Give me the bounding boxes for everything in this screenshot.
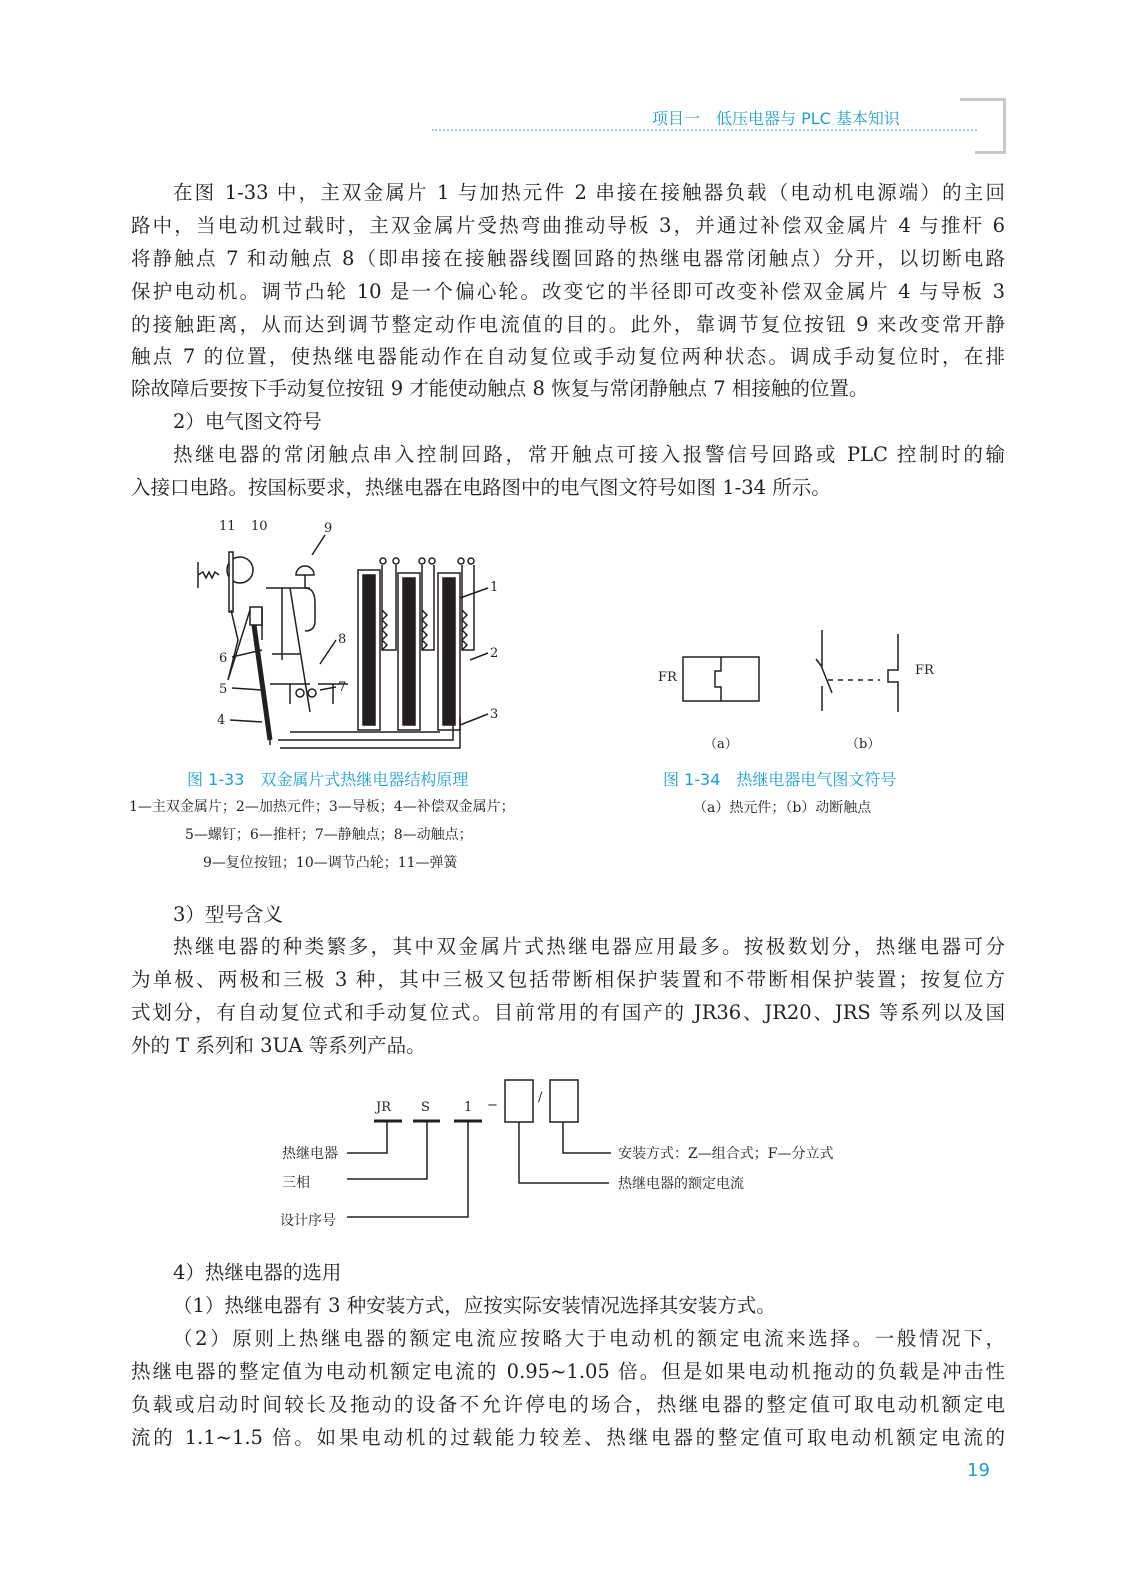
figure-caption-1-33: 图 1-33 双金属片式热继电器结构原理 (187, 770, 469, 789)
part-label: 7 (338, 680, 347, 695)
sec4-line: 流的 1.1~1.5 倍。如果电动机的过载能力较差、热继电器的整定值可取电动机额定电流的 (131, 1426, 1005, 1449)
model-label: 三相 (282, 1175, 310, 1191)
sec4-line: （2）原则上热继电器的额定电流应按略大于电动机的额定电流来选择。一般情况下， (173, 1327, 1005, 1350)
part-label: 3 (490, 707, 499, 722)
part-label: 2 (490, 646, 499, 661)
section-heading: 4）热继电器的选用 (173, 1261, 342, 1284)
section-heading: 3）型号含义 (173, 903, 283, 926)
nc-contact-symbol (816, 630, 898, 712)
model-label: 热继电器 (282, 1146, 338, 1162)
sec2-line: 入接口电路。按国标要求，热继电器在电路图中的电气图文符号如图 1-34 所示。 (131, 476, 831, 499)
part-label: 5 (219, 682, 228, 697)
model-label: 安装方式：Z—组合式；F—分立式 (618, 1146, 834, 1162)
sec4-line: 热继电器的整定值为电动机额定电流的 0.95~1.05 倍。但是如果电动机拖动的负载是冲击性 (131, 1360, 1005, 1383)
fr-label-b: FR (915, 663, 934, 678)
model-jr: JR (376, 1100, 391, 1115)
page-number: 19 (967, 1460, 990, 1481)
para1-line: 在图 1-33 中，主双金属片 1 与加热元件 2 串接在接触器负载（电动机电源端）的主回 (173, 181, 1005, 204)
para1-line: 除故障后要按下手动复位按钮 9 才能使动触点 8 恢复与常闭静触点 7 相接触的位置。 (131, 377, 869, 400)
para1-line: 的接触距离，从而达到调节整定动作电流值的目的。此外，靠调节复位按钮 9 来改变常开静 (131, 313, 1005, 336)
para1-line: 触点 7 的位置，使热继电器能动作在自动复位或手动复位两种状态。调成手动复位时，在排 (131, 345, 1005, 368)
sec4-line: 负载或启动时间较长及拖动的设备不允许停电的场合，热继电器的整定值可取电动机额定电 (131, 1393, 1005, 1416)
running-header: 项目一 低压电器与 PLC 基本知识 (652, 109, 900, 128)
figure-legend: 5—螺钉；6—推杆；7—静触点；8—动触点； (185, 827, 473, 843)
figure-legend: （a）热元件；（b）动断触点 (693, 800, 872, 816)
part-label: 9 (324, 521, 333, 536)
sublabel-a: （a） (704, 737, 738, 752)
model-label: 设计序号 (280, 1213, 336, 1229)
model-slash: / (538, 1090, 543, 1105)
fr-label-a: FR (658, 670, 677, 685)
part-label: 10 (251, 519, 268, 534)
sec3-line: 式划分，有自动复位式和手动复位式。目前常用的有国产的 JR36、JR20、JRS 等系列以及国 (131, 1001, 1005, 1024)
part-label: 4 (217, 713, 226, 728)
model-dash: − (487, 1098, 498, 1113)
part-label: 1 (490, 580, 499, 595)
heating-element-symbol (683, 657, 759, 701)
para1-line: 将静触点 7 和动触点 8（即串接在接触器线圈回路的热继电器常闭触点）分开，以切断电路 (131, 247, 1005, 270)
figure-caption-1-34: 图 1-34 热继电器电气图文符号 (663, 770, 897, 789)
section-heading: 2）电气图文符号 (173, 410, 322, 433)
sec4-item: （1）热继电器有 3 种安装方式，应按实际安装情况选择其安装方式。 (173, 1294, 776, 1317)
para1-line: 路中，当电动机过载时，主双金属片受热弯曲推动导板 3，并通过补偿双金属片 4 与推杆 6 (131, 214, 1005, 237)
sublabel-b: （b） (846, 737, 881, 752)
sec2-line: 热继电器的常闭触点串入控制回路，常开触点可接入报警信号回路或 PLC 控制时的输 (173, 443, 1005, 466)
part-label: 6 (219, 651, 228, 666)
part-label: 8 (338, 632, 347, 647)
figure-legend: 9—复位按钮；10—调节凸轮；11—弹簧 (203, 855, 458, 871)
sec3-line: 外的 T 系列和 3UA 等系列产品。 (131, 1034, 426, 1057)
figure-legend: 1—主双金属片；2—加热元件；3—导板；4—补偿双金属片； (129, 799, 515, 815)
para1-line: 保护电动机。调节凸轮 10 是一个偏心轮。改变它的半径即可改变补偿双金属片 4 与导板 3 (131, 280, 1005, 303)
model-1: 1 (464, 1100, 473, 1115)
sec3-line: 热继电器的种类繁多，其中双金属片式热继电器应用最多。按极数划分，热继电器可分 (173, 935, 1005, 958)
sec3-line: 为单极、两极和三极 3 种，其中三极又包括带断相保护装置和不带断相保护装置；按复位方 (131, 968, 1005, 991)
model-s: S (421, 1100, 430, 1115)
part-label: 11 (219, 519, 236, 534)
model-label: 热继电器的额定电流 (618, 1176, 744, 1192)
